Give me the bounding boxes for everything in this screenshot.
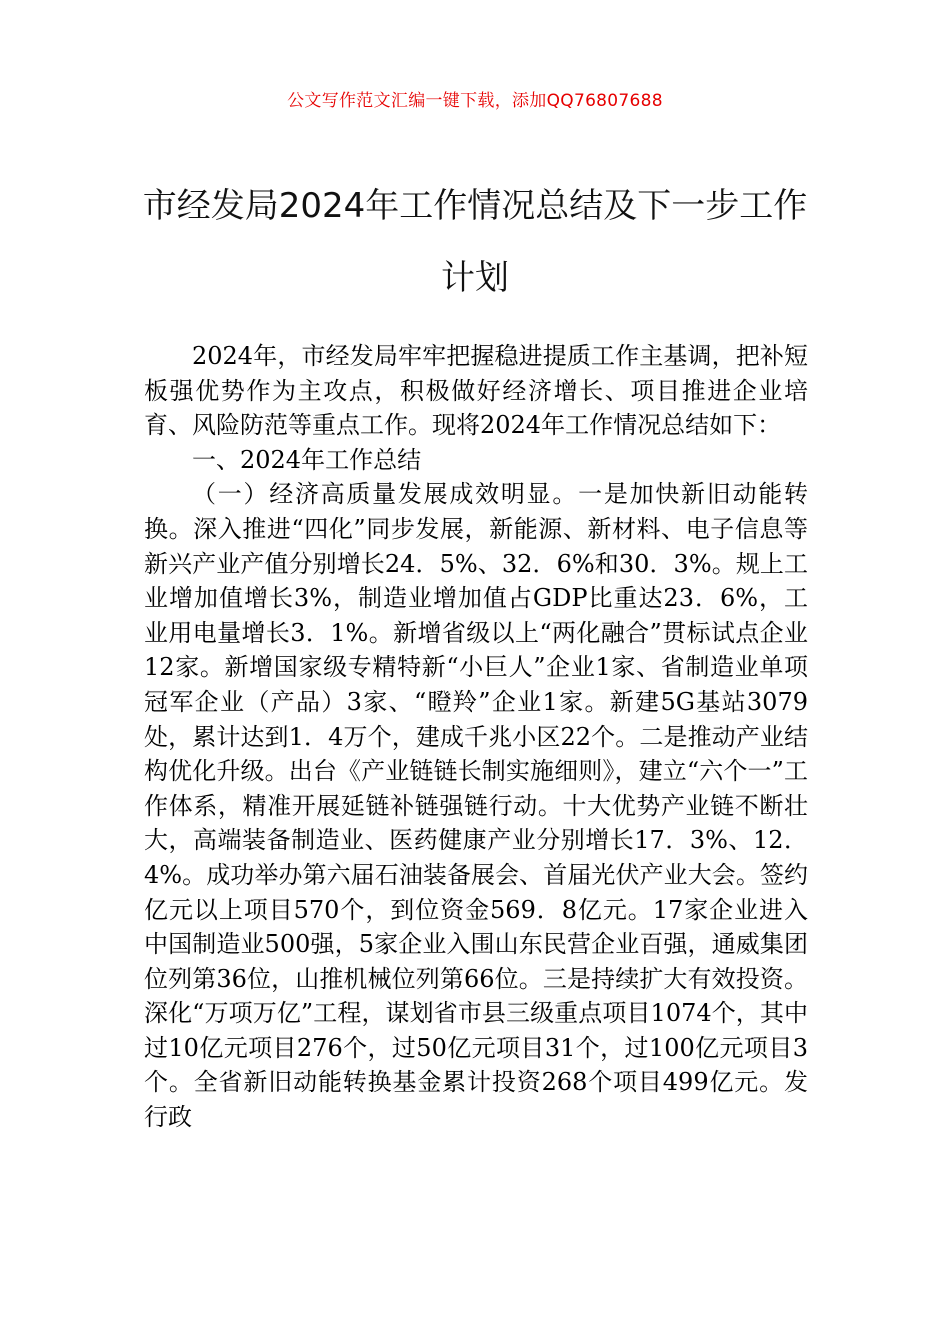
document-body	[144, 339, 808, 1135]
document-title: 市经发局2024年工作情况总结及下一步工作计划	[142, 186, 808, 298]
section-heading: 一、2024年工作总结	[192, 445, 422, 474]
intro-paragraph: 2024年，市经发局牢牢把握稳进提质工作主基调，把补短板强优势作为主攻点，积极做好经济增长、项目推进企业培育、风险防范等重点工作。现将2024年工作情况总结如下：	[144, 342, 808, 440]
download-notice: 公文写作范文汇编一键下载，添加QQ76807688	[287, 91, 663, 111]
body-paragraph: （一）经济高质量发展成效明显。一是加快新旧动能转换。深入推进“四化”同步发展，新能源、新材料、电子信息等新兴产业产值分别增长24．5%、32．6%和30．3%。规上工业增加值增长3%，制造业增加值占GDP比重达23．6%，工业用电量增长3．1%。新增省级以上“两化融合”贯标试点企业12家。新增国家级专精特新“小巨人”企业1家、省制造业单项冠军企业（产品）3家、“瞪羚”企业1家。新建5G基站3079处，累计达到1．4万个，建成千兆小区22个。二是推动产业结构优化升级。出台《产业链链长制实施细则》，建立“六个一”工作体系，精准开展延链补链强链行动。十大优势产业链不断壮大，高端装备制造业、医药健康产业分别增长17．3%、12．4%。成功举办第六届石油装备展会、首届光伏产业大会。签约亿元以上项目570个，到位资金569．8亿元。17家企业进入中国制造业500强，5家企业入围山东民营企业百强，通威集团位列第36位，山推机械位列第66位。三是持续扩大有效投资。深化“万项万亿”工程，谋划省市县三级重点项目1074个，其中过10亿元项目276个，过50亿元项目31个，过100亿元项目3个。全省新旧动能转换基金累计投资268个项目499亿元。发行政	[144, 480, 808, 1132]
